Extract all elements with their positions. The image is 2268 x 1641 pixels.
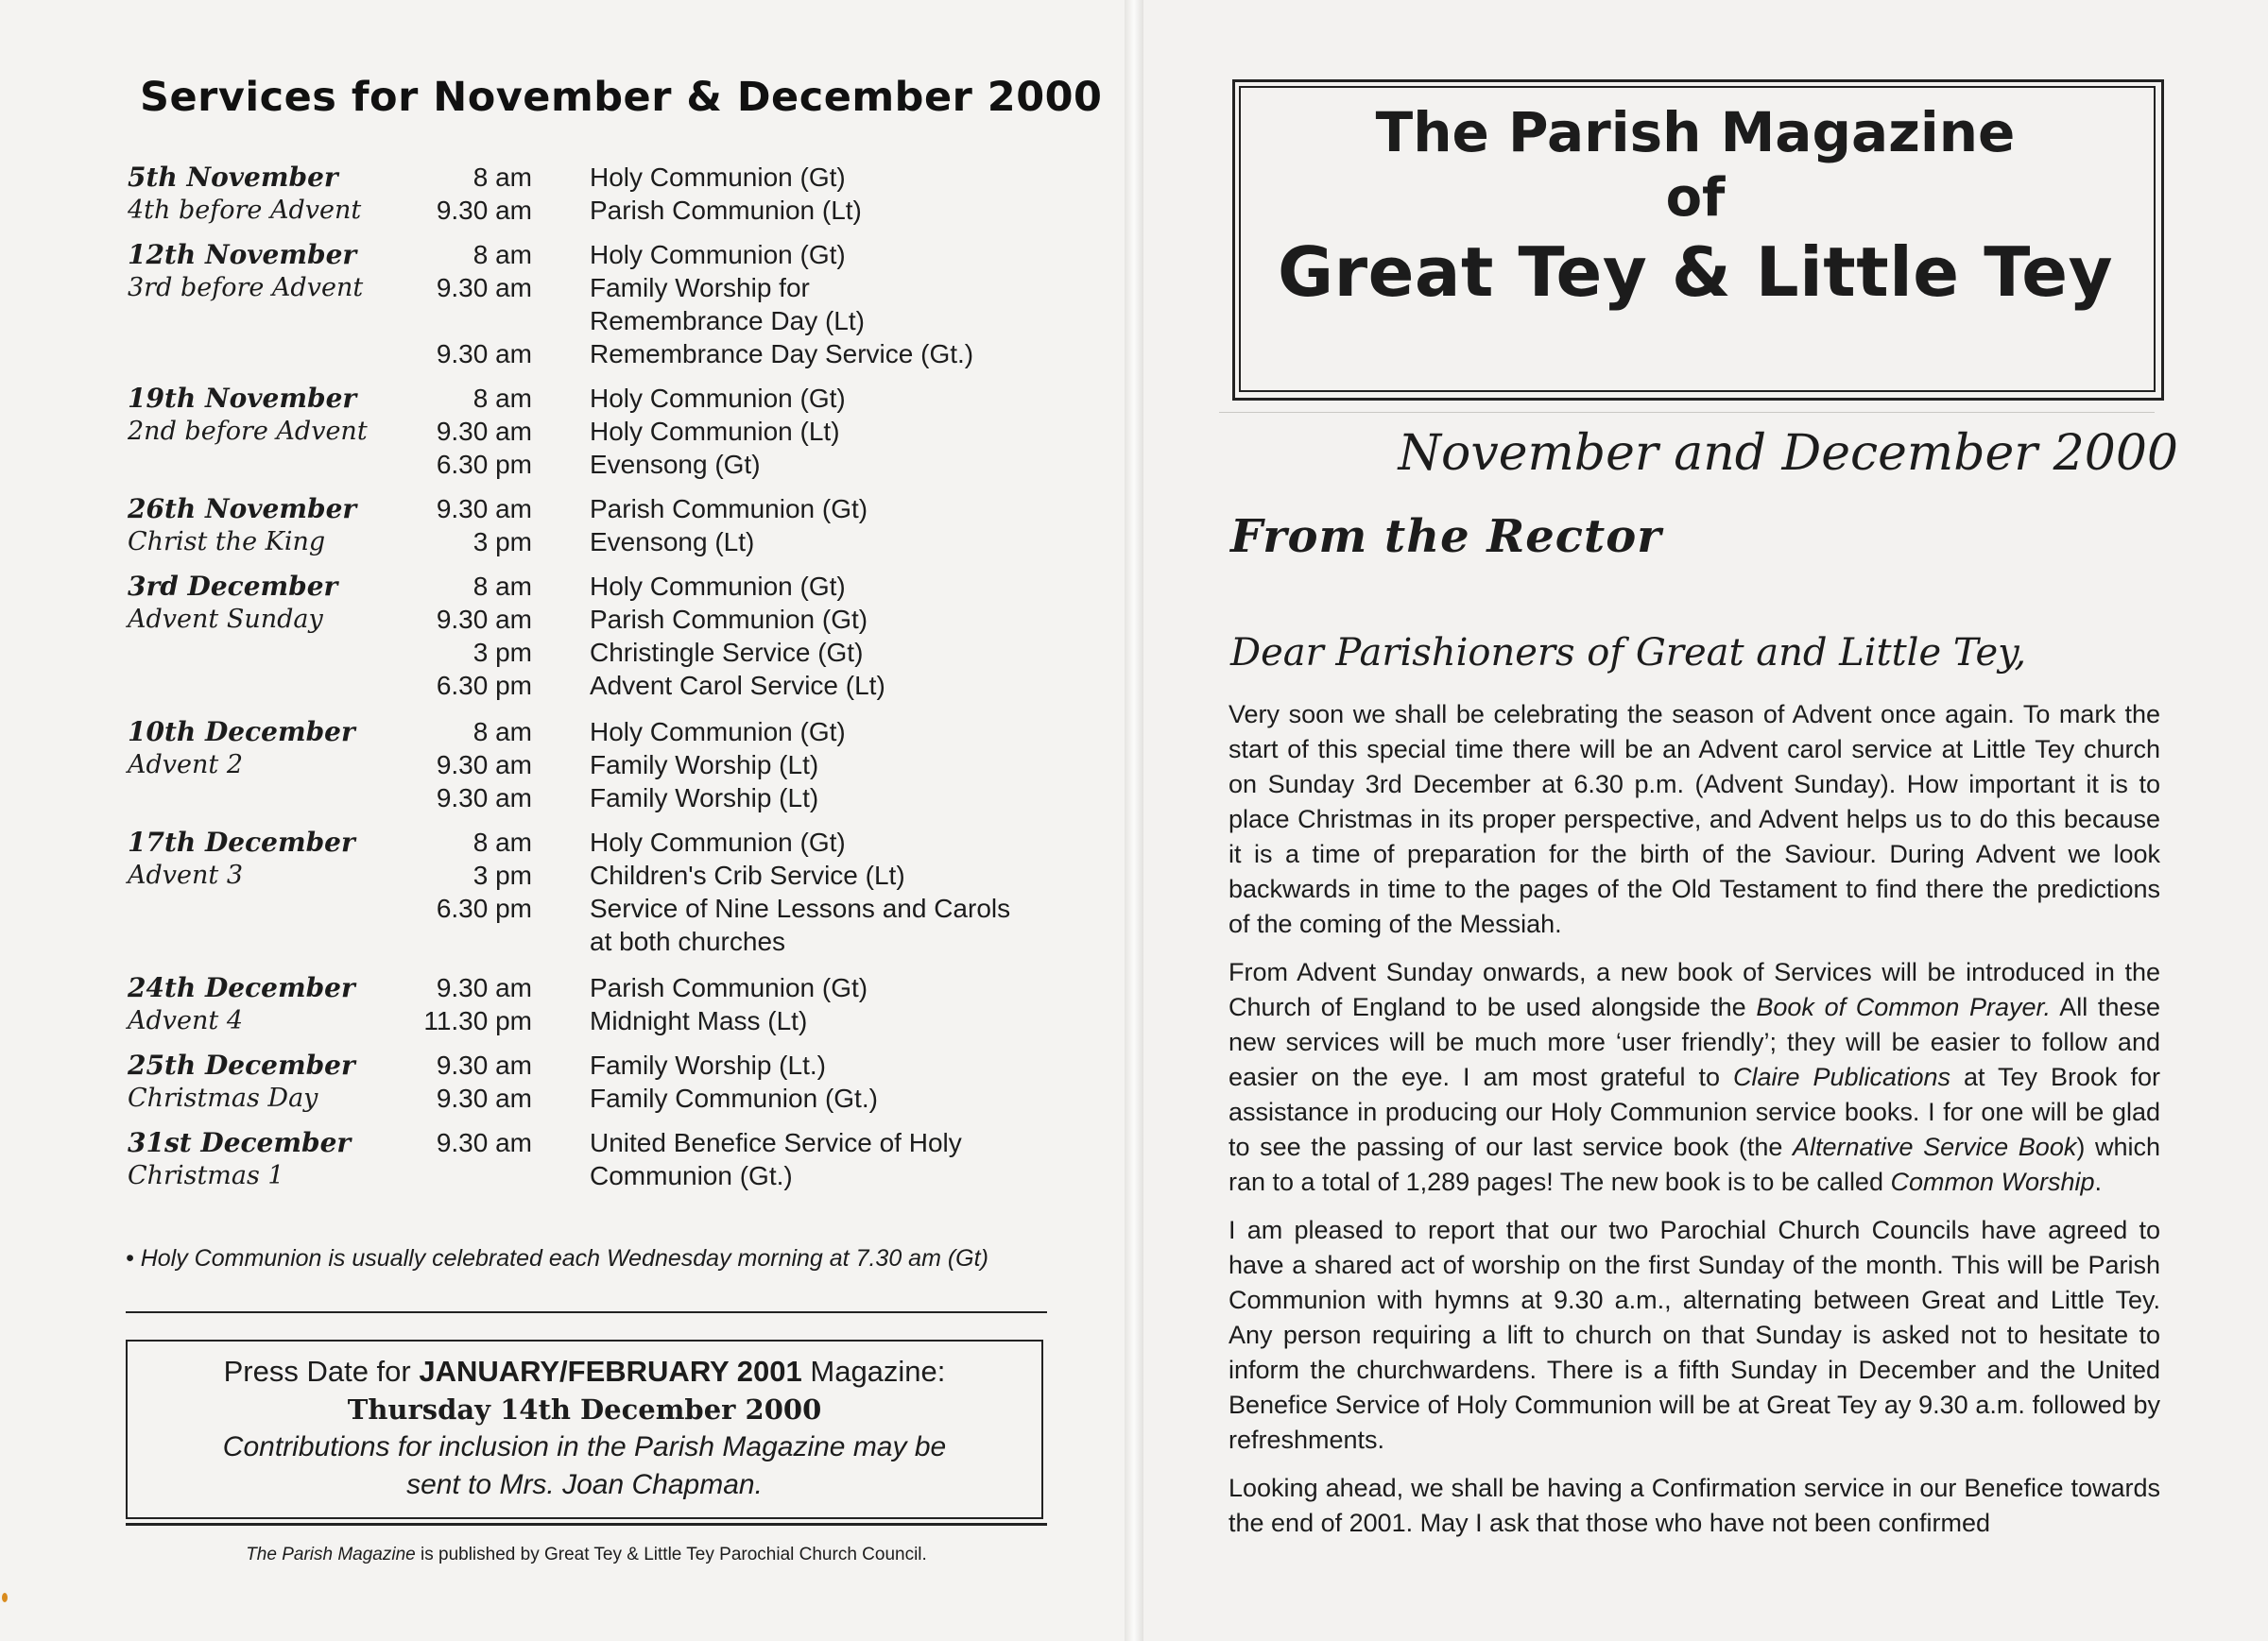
service-day (126, 715, 1052, 814)
service-name: Family Worship (Lt.) (590, 1051, 826, 1080)
liturgical-occasion: 2nd before Advent (128, 417, 368, 446)
service-day (126, 570, 1052, 702)
rector-letter (1228, 697, 2160, 1554)
service-time: 6.30 pm (436, 450, 532, 479)
service-date: 25th December (128, 1050, 355, 1081)
service-name: Holy Communion (Lt) (590, 417, 840, 446)
service-row (126, 570, 1052, 603)
service-time: 9.30 am (436, 750, 532, 779)
service-day (126, 382, 1052, 481)
service-time: 9.30 am (436, 196, 532, 225)
service-row (126, 337, 1052, 370)
service-time: 9.30 am (436, 339, 532, 368)
liturgical-occasion: 4th before Advent (128, 196, 362, 225)
divider (126, 1523, 1047, 1526)
service-row (126, 304, 1052, 337)
divider (1219, 412, 2155, 413)
liturgical-occasion: Advent 2 (128, 750, 244, 779)
service-name: Advent Carol Service (Lt) (590, 671, 885, 700)
letter-paragraph: Very soon we shall be celebrating the season of Advent once again. To mark the start of this special time there will be an Advent carol service at Little Tey church on Sunday 3rd December at 6.30 p.m. (Advent Sunday). How important it is to place Christmas in its proper perspective, and Advent helps us to do this because it is a time of preparation for the birth of the Saviour. During Advent we look backwards in time to the pages of the Old Testament to find there the predictions of the coming of the Messiah. (1228, 700, 2160, 938)
paper-speck (2, 1593, 8, 1602)
liturgical-occasion: 3rd before Advent (128, 273, 364, 302)
service-row (126, 415, 1052, 448)
service-name: Children's Crib Service (Lt) (590, 861, 905, 890)
service-name: Parish Communion (Gt) (590, 973, 868, 1002)
service-time: 8 am (472, 828, 532, 857)
service-day (126, 238, 1052, 370)
service-date: 12th November (128, 239, 357, 270)
contributions-contact: sent to Mrs. Joan Chapman. (406, 1469, 763, 1500)
service-name: at both churches (590, 927, 786, 956)
service-row (126, 781, 1052, 814)
service-row (126, 971, 1052, 1004)
service-day (126, 161, 1052, 227)
service-date: 26th November (128, 493, 357, 524)
service-name: Evensong (Gt) (590, 450, 761, 479)
service-time: 8 am (472, 572, 532, 601)
service-row (126, 1082, 1052, 1115)
service-name: Holy Communion (Gt) (590, 240, 846, 269)
page-fold (1125, 0, 1143, 1641)
service-time: 6.30 pm (436, 671, 532, 700)
service-row (126, 492, 1052, 525)
service-row (126, 525, 1052, 558)
liturgical-occasion: Christmas 1 (128, 1161, 284, 1190)
service-row (126, 715, 1052, 748)
salutation: Dear Parishioners of Great and Little Tey, (1230, 631, 2027, 675)
service-day (126, 826, 1052, 958)
service-day (126, 1126, 1052, 1192)
press-date-box (126, 1340, 1043, 1519)
service-name: Remembrance Day Service (Gt.) (590, 339, 974, 368)
service-time: 8 am (472, 240, 532, 269)
service-time: 6.30 pm (436, 894, 532, 923)
service-name: Holy Communion (Gt) (590, 717, 846, 746)
service-date: 17th December (128, 827, 355, 858)
letter-paragraph: From Advent Sunday onwards, a new book of Services will be introduced in the Church of England to be used alongside the Book of Common Prayer. All these new services will be much more ‘user friendly’; they will be easier to follow and easier on the eye. I am most grateful to Claire Publications at Tey Brook for assistance in producing our Holy Communion service books. I for one will be glad to see the passing of our last service book (the Alternative Service Book) which ran to a total of 1,289 pages! The new book is to be called Common Worship. (1228, 958, 2160, 1196)
service-date: 24th December (128, 972, 355, 1003)
service-name: Family Worship (Lt) (590, 750, 819, 779)
service-row (126, 1126, 1052, 1159)
service-name: Holy Communion (Gt) (590, 572, 846, 601)
service-row (126, 603, 1052, 636)
press-date-line: Press Date for JANUARY/FEBRUARY 2001 Magazine: (223, 1355, 946, 1388)
service-name: Parish Communion (Gt) (590, 494, 868, 523)
service-time: 3 pm (472, 527, 532, 556)
service-row (126, 748, 1052, 781)
service-name: Parish Communion (Lt) (590, 196, 862, 225)
service-row (126, 826, 1052, 859)
service-row (126, 271, 1052, 304)
service-date: 5th November (128, 162, 338, 193)
service-time: 3 pm (472, 638, 532, 667)
service-date: 19th November (128, 383, 357, 414)
schedule-footnote: • Holy Communion is usually celebrated each Wednesday morning at 7.30 am (Gt) (126, 1245, 988, 1272)
schedule-title: Services for November & December 2000 (140, 74, 1103, 121)
service-time: 9.30 am (436, 605, 532, 634)
service-day (126, 1049, 1052, 1115)
section-heading: From the Rector (1230, 510, 1662, 563)
service-time: 11.30 pm (423, 1006, 532, 1035)
service-time: 8 am (472, 384, 532, 413)
service-name: Remembrance Day (Lt) (590, 306, 865, 335)
service-row (126, 1004, 1052, 1037)
publisher-note: The Parish Magazine is published by Great Tey & Little Tey Parochial Church Council. (246, 1545, 927, 1564)
service-name: Midnight Mass (Lt) (590, 1006, 808, 1035)
service-time: 9.30 am (436, 1084, 532, 1113)
service-time: 8 am (472, 717, 532, 746)
service-name: Evensong (Lt) (590, 527, 755, 556)
service-row (126, 238, 1052, 271)
liturgical-occasion: Advent Sunday (128, 605, 323, 634)
liturgical-occasion: Christmas Day (128, 1084, 318, 1113)
service-name: Parish Communion (Gt) (590, 605, 868, 634)
service-day (126, 492, 1052, 558)
service-row (126, 925, 1052, 958)
service-day (126, 971, 1052, 1037)
service-time: 3 pm (472, 861, 532, 890)
service-name: Communion (Gt.) (590, 1161, 793, 1190)
liturgical-occasion: Christ the King (128, 527, 326, 556)
divider (126, 1311, 1047, 1313)
service-name: Family Worship for (590, 273, 810, 302)
service-time: 9.30 am (436, 417, 532, 446)
service-row (126, 636, 1052, 669)
service-date: 3rd December (128, 571, 338, 602)
service-name: Holy Communion (Gt) (590, 828, 846, 857)
service-name: Christingle Service (Gt) (590, 638, 864, 667)
service-time: 9.30 am (436, 273, 532, 302)
contributions-note: Contributions for inclusion in the Parish Magazine may be (222, 1431, 947, 1462)
service-row (126, 161, 1052, 194)
service-name: United Benefice Service of Holy (590, 1128, 962, 1157)
masthead-line-2: of (1665, 167, 1726, 229)
service-row (126, 892, 1052, 925)
service-row (126, 859, 1052, 892)
service-date: 10th December (128, 716, 355, 747)
service-name: Family Communion (Gt.) (590, 1084, 878, 1113)
service-time: 9.30 am (436, 494, 532, 523)
liturgical-occasion: Advent 3 (128, 861, 244, 890)
service-time: 9.30 am (436, 973, 532, 1002)
masthead (1239, 96, 2152, 316)
service-schedule (126, 149, 1052, 1192)
service-name: Service of Nine Lessons and Carols (590, 894, 1011, 923)
masthead-line-1: The Parish Magazine (1375, 100, 2016, 164)
service-row (126, 1049, 1052, 1082)
service-row (126, 1159, 1052, 1192)
service-time: 9.30 am (436, 1051, 532, 1080)
issue-date: November and December 2000 (1398, 425, 2178, 482)
service-row (126, 448, 1052, 481)
service-time: 9.30 am (436, 783, 532, 812)
service-row (126, 669, 1052, 702)
service-row (126, 382, 1052, 415)
service-row (126, 194, 1052, 227)
service-name: Holy Communion (Gt) (590, 162, 846, 192)
service-name: Holy Communion (Gt) (590, 384, 846, 413)
service-time: 9.30 am (436, 1128, 532, 1157)
letter-paragraph: Looking ahead, we shall be having a Confirmation service in our Benefice towards the end of 2001. May I ask that those who have not been confirmed (1228, 1474, 2160, 1537)
service-date: 31st December (128, 1127, 352, 1158)
letter-paragraph: I am pleased to report that our two Parochial Church Councils have agreed to have a shared act of worship on the first Sunday of the month. This will be Parish Communion with hymns at 9.30 a.m., alternating between Great and Little Tey. Any person requiring a lift to church on that Sunday is asked not to hesitate to inform the churchwardens. There is a fifth Sunday in December and the United Benefice Service of Holy Communion will be at Great Tey ay 9.30 a.m. followed by refreshments. (1228, 1216, 2160, 1454)
liturgical-occasion: Advent 4 (128, 1006, 244, 1035)
masthead-line-3: Great Tey & Little Tey (1277, 232, 2114, 312)
service-name: Family Worship (Lt) (590, 783, 819, 812)
press-date: Thursday 14th December 2000 (347, 1393, 822, 1426)
service-time: 8 am (472, 162, 532, 192)
